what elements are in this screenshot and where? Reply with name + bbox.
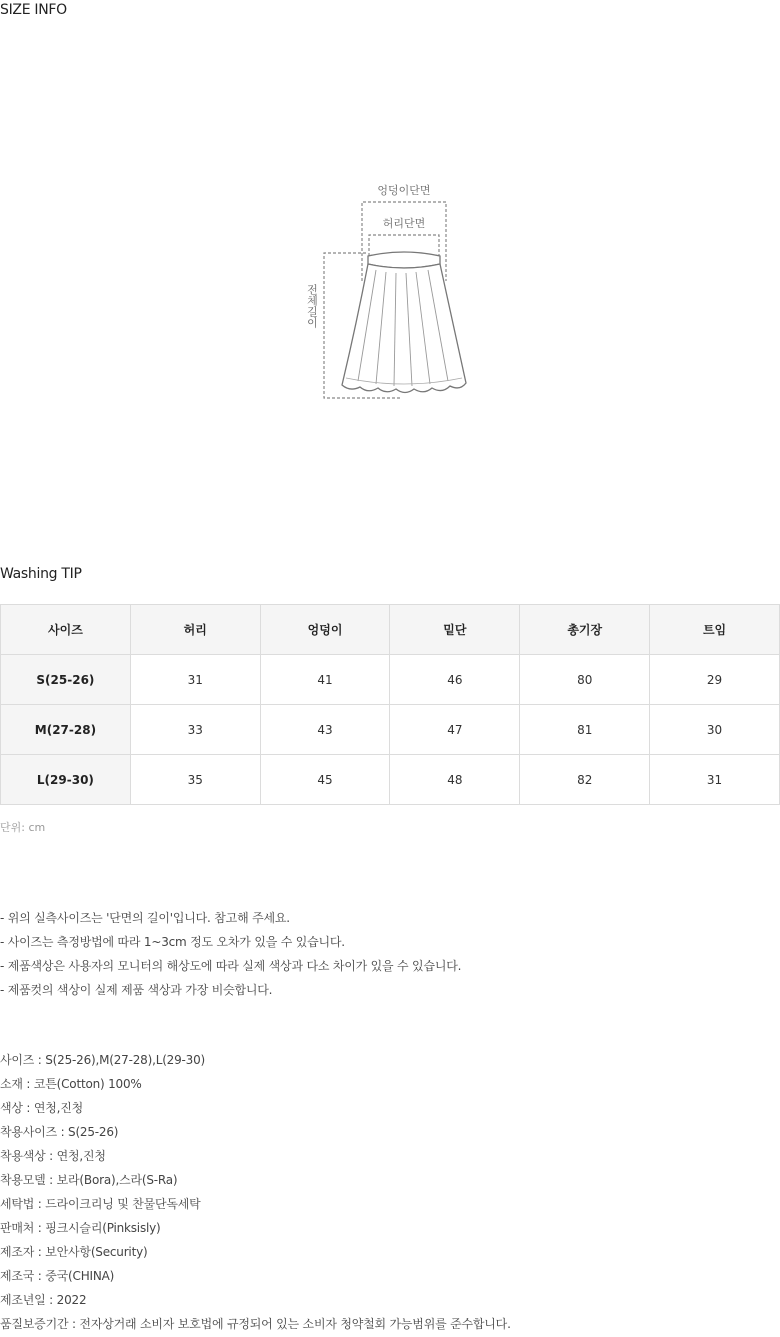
table-row <box>1 755 780 805</box>
spec-line: 착용사이즈 : S(25-26) <box>0 1125 119 1139</box>
spec-line: 착용모델 : 보라(Bora),스라(S-Ra) <box>0 1173 178 1187</box>
spec-line: 사이즈 : S(25-26),M(27-28),L(29-30) <box>0 1053 206 1067</box>
note-line: - 제품색상은 사용자의 모니터의 해상도에 따라 실제 색상과 다소 차이가 있을 수 있습니다. <box>0 959 462 973</box>
spec-line: 세탁법 : 드라이크리닝 및 찬물단독세탁 <box>0 1197 201 1211</box>
waist-label: 허리단면 <box>382 217 426 230</box>
table-cell: 41 <box>260 655 390 705</box>
hip-label: 엉덩이단면 <box>377 184 431 197</box>
spec-line: 착용색상 : 연청,진청 <box>0 1149 106 1163</box>
spec-line: 제조년일 : 2022 <box>0 1293 87 1307</box>
table-cell-size: L(29-30) <box>1 755 131 805</box>
header-hem: 밑단 <box>390 605 520 655</box>
header-slit: 트임 <box>650 605 780 655</box>
table-cell: 31 <box>650 755 780 805</box>
spec-line: 색상 : 연청,진청 <box>0 1101 84 1115</box>
table-cell: 46 <box>390 655 520 705</box>
size-info-title: SIZE INFO <box>0 2 67 18</box>
table-cell: 45 <box>260 755 390 805</box>
spec-line: 소재 : 코튼(Cotton) 100% <box>0 1077 142 1091</box>
skirt-body <box>342 264 466 393</box>
table-header-row <box>1 605 780 655</box>
length-label: 전체길이 <box>305 284 319 328</box>
table-cell: 47 <box>390 705 520 755</box>
note-line: - 제품컷의 색상이 실제 제품 색상과 가장 비슷합니다. <box>0 983 273 997</box>
size-table <box>0 604 780 805</box>
washing-tip-title: Washing TIP <box>0 566 82 582</box>
product-specs <box>0 1048 511 1336</box>
table-cell-size: M(27-28) <box>1 705 131 755</box>
table-row <box>1 655 780 705</box>
spec-line: 제조국 : 중국(CHINA) <box>0 1269 115 1283</box>
header-total-length: 총기장 <box>520 605 650 655</box>
spec-line: 품질보증기간 : 전자상거래 소비자 보호법에 규정되어 있는 소비자 청약철회 가능범위를 준수합니다. <box>0 1317 511 1331</box>
note-line: - 위의 실측사이즈는 '단면의 길이'입니다. 참고해 주세요. <box>0 911 290 925</box>
skirt-diagram-svg <box>290 176 490 416</box>
table-row <box>1 705 780 755</box>
header-size: 사이즈 <box>1 605 131 655</box>
skirt-size-diagram <box>290 176 490 416</box>
header-waist: 허리 <box>130 605 260 655</box>
table-cell: 48 <box>390 755 520 805</box>
spec-line: 제조자 : 보안사항(Security) <box>0 1245 148 1259</box>
table-cell-size: S(25-26) <box>1 655 131 705</box>
note-line: - 사이즈는 측정방법에 따라 1~3cm 정도 오차가 있을 수 있습니다. <box>0 935 345 949</box>
table-cell: 43 <box>260 705 390 755</box>
table-cell: 80 <box>520 655 650 705</box>
header-hip: 엉덩이 <box>260 605 390 655</box>
table-cell: 35 <box>130 755 260 805</box>
unit-note: 단위: cm <box>0 821 46 834</box>
table-cell: 81 <box>520 705 650 755</box>
table-cell: 29 <box>650 655 780 705</box>
table-cell: 31 <box>130 655 260 705</box>
table-cell: 33 <box>130 705 260 755</box>
spec-line: 판매처 : 핑크시슬리(Pinksisly) <box>0 1221 161 1235</box>
table-cell: 82 <box>520 755 650 805</box>
size-notes <box>0 906 461 1002</box>
table-cell: 30 <box>650 705 780 755</box>
